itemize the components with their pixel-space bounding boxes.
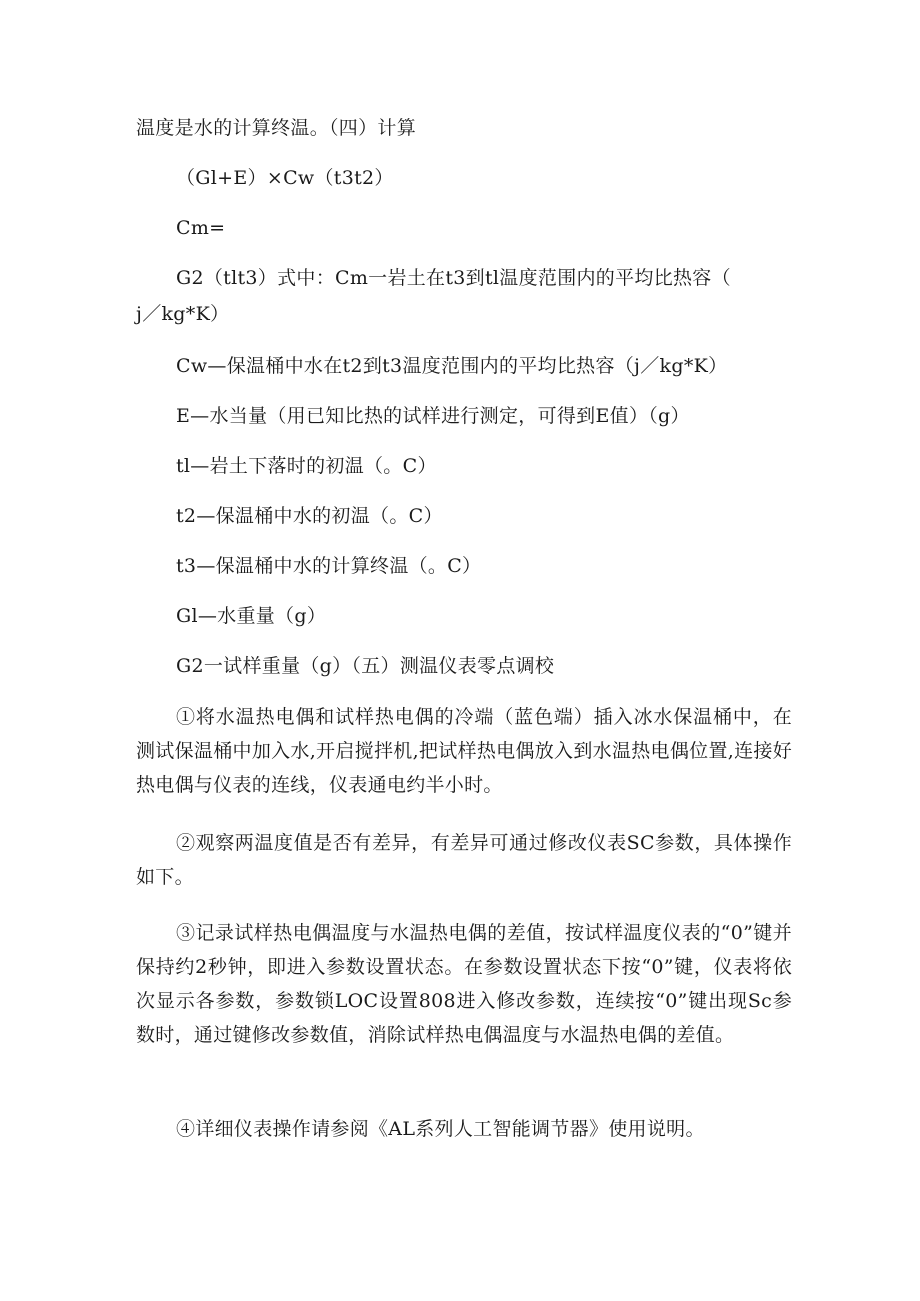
definition-g1: Gl—水重量（g） xyxy=(176,605,327,627)
definition-g2-and-section-heading: G2一试样重量（g）（五）测温仪表零点调校 xyxy=(176,655,555,677)
text-line: j／kg*K） xyxy=(136,303,230,325)
definition-t1: tl—岩土下落时的初温（。C） xyxy=(176,455,437,477)
paragraph-step-2: ②观察两温度值是否有差异，有差异可通过修改仪表SC参数，具体操作如下。 xyxy=(136,832,792,888)
definition-e: E—水当量（用已知比热的试样进行测定，可得到E值）（g） xyxy=(176,405,690,427)
paragraph-step-1: ①将水温热电偶和试样热电偶的冷端（蓝色端）插入冰水保温桶中，在测试保温桶中加入水,开启搅拌机,把试样热电偶放入到水温热电偶位置,连接好热电偶与仪表的连线，仪表通电约半小时。 xyxy=(136,706,792,796)
definition-cw: Cw—保温桶中水在t2到t3温度范围内的平均比热容（j／kg*K） xyxy=(176,355,728,377)
paragraph-step-4: ④详细仪表操作请参阅《AL系列人工智能调节器》使用说明。 xyxy=(176,1118,705,1140)
definition-t3: t3—保温桶中水的计算终温（。C） xyxy=(176,555,482,577)
definition-t2: t2—保温桶中水的初温（。C） xyxy=(176,505,443,527)
formula-numerator: （Gl+E）×Cw（t3t2） xyxy=(176,167,394,189)
text-line: 温度是水的计算终温。（四）计算 xyxy=(136,117,417,139)
formula-denominator-and-definition: G2（tlt3）式中：Cm一岩土在t3到tl温度范围内的平均比热容（ xyxy=(176,267,731,289)
paragraph-step-3: ③记录试样热电偶温度与水温热电偶的差值，按试样温度仪表的“0”键并保持约2秒钟，即进入参数设置状态。在参数设置状态下按“0”键，仪表将依次显示各参数，参数锁LOC设置808进入修改参数，连续按“0”键出现Sc参数时，通过键修改参数值，消除试样热电偶温度与水温热电偶的差值。 xyxy=(136,922,792,1046)
formula-lhs: Cm= xyxy=(176,217,226,239)
